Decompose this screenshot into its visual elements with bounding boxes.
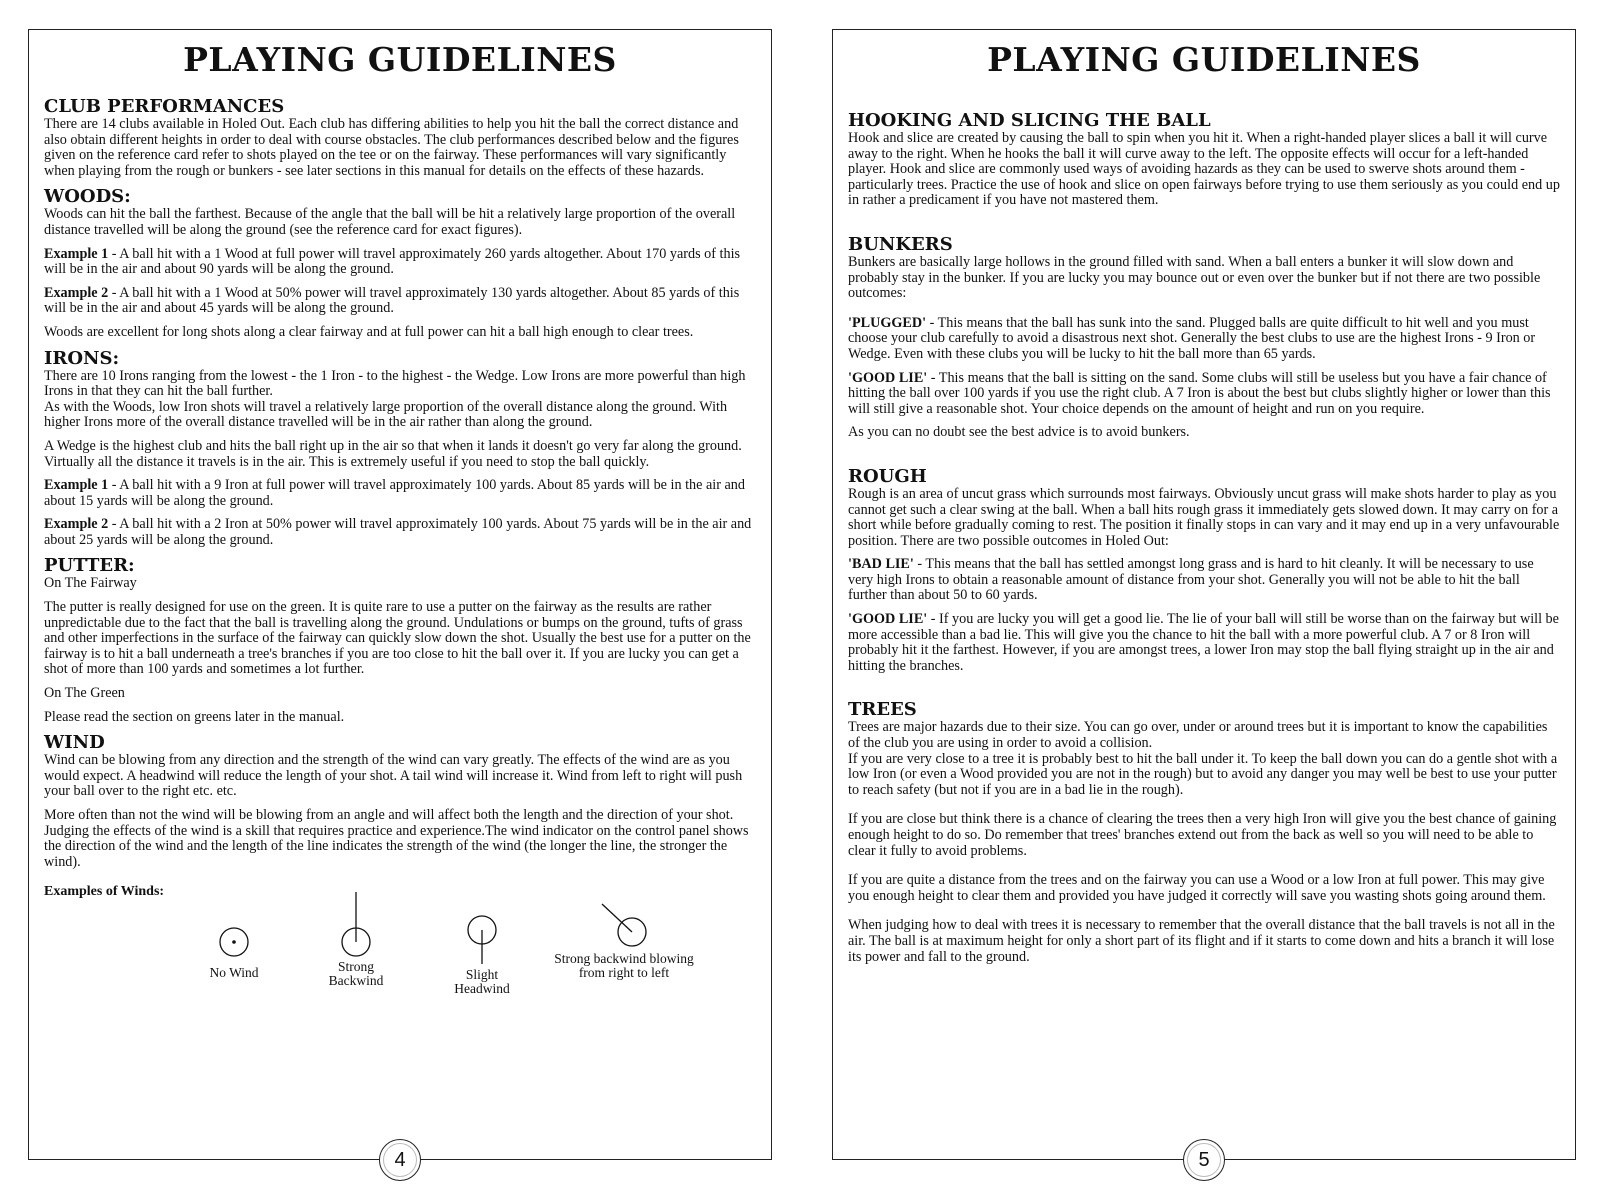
lie-label: 'PLUGGED'	[848, 314, 927, 331]
lie-text: - This means that the ball has sunk into the sand. Plugged balls are quite difficult to hit well and you must choose your club carefully to avoid a disastrous next shot. Generally the best clubs to use are the highest Irons - 9 Iron or Wedge. Even with these clubs you will be lucky to hit the ball more than 65 yards.	[848, 314, 1536, 362]
section-heading-putter: PUTTER:	[44, 555, 135, 577]
lie-text: - This means that the ball has settled amongst long grass and is hard to hit cleanly. It will be necessary to use very high Irons to obtain a reasonable amount of distance from your shot. Generally you will not be able to hit the ball further than about 50 to 60 yards.	[848, 556, 1534, 604]
example-paragraph	[44, 286, 756, 317]
paragraph: There are 14 clubs available in Holed Out. Each club has differing abilities to help you hit the ball the correct distance and also obtain different heights in order to deal with course obstacles. The club performances described below and the figures given on the reference card refer to shots played on the tee or on the fairway. These performances will vary significantly when playing from the rough or bunkers - see later sections in this manual for details on the effects of these hazards.	[44, 116, 739, 179]
example-text: - A ball hit with a 1 Wood at 50% power will travel approximately 130 yards altogether. About 85 yards of this will be in the air and about 45 yards will be along the ground.	[44, 284, 740, 317]
paragraph: As you can no doubt see the best advice is to avoid bunkers.	[848, 424, 1190, 441]
example-label: Example 1	[44, 245, 109, 262]
example-label: Example 1	[44, 477, 109, 494]
wind-label: from right to left	[578, 964, 670, 980]
section-heading-wind: WIND	[44, 732, 105, 754]
example-paragraph	[44, 517, 756, 548]
paragraph: Rough is an area of uncut grass which surrounds most fairways. Obviously uncut grass will make shots harder to play as you cannot get such a clear swing at the ball. When a ball hits rough grass it immediately gets slowed down. It may carry on for a short while before gradually coming to rest. The position it finally stops in can vary and it may end up in a very unfavourable position. There are two possible outcomes in Holed Out:	[848, 485, 1560, 549]
lie-paragraph	[848, 557, 1560, 604]
section-heading-rough: ROUGH	[848, 465, 927, 487]
page-content	[44, 97, 756, 1010]
paragraph: Please read the section on greens later in the manual.	[44, 708, 345, 725]
paragraph: If you are close but think there is a chance of clearing the trees then a very high Iron will give you the best chance of gaining enough height to do so. Do remember that trees' branches extend out from the back as well so you will need to be able to clear it fully to avoid problems.	[848, 811, 1557, 859]
lie-label: 'GOOD LIE'	[848, 369, 928, 386]
section-heading-hooking-slicing: HOOKING AND SLICING THE BALL	[848, 110, 1211, 131]
lie-paragraph	[848, 612, 1560, 674]
wind-examples	[44, 900, 756, 1010]
wind-example-slight-headwind	[437, 912, 527, 996]
wind-label: No Wind	[209, 964, 259, 980]
page-title: PLAYING GUIDELINES	[183, 40, 617, 79]
paragraph: Trees are major hazards due to their size. You can go over, under or around trees but it is important to know the capabilities of the club you are using in order to avoid a collision.	[848, 719, 1548, 752]
paragraph: Hook and slice are created by causing the ball to spin when you hit it. When a right-handed player slices a ball it will curve away to the right. When he hooks the ball it will curve away to the left. The opposite effects will occur for a left-handed player. Hook and slice are commonly used ways of avoiding hazards as they can be used to swerve shots around them - particularly trees. Practice the use of hook and slice on open fairways before trying to use them seriously as you could end up in rather a predicament if you have not mastered them.	[848, 130, 1560, 209]
lie-label: 'BAD LIE'	[848, 556, 914, 573]
page-content	[848, 101, 1560, 973]
lie-label: 'GOOD LIE'	[848, 611, 928, 628]
paragraph: Wind can be blowing from any direction and the strength of the wind can vary greatly. The effects of the wind are as you would expect. A headwind will reduce the length of your shot. A tail wind will increase it. Wind from left to right will push your ball over to the right etc. etc.	[44, 752, 743, 800]
paragraph: If you are very close to a tree it is probably best to hit the ball under it. To keep the ball down you can do a gentle shot with a low Iron (or even a Wood provided you are not in the rough) but to avoid any danger you may well be best to use your putter to reach safety (but not if you are in a bad lie in the rough).	[848, 750, 1558, 798]
subheading-on-the-green: On The Green	[44, 685, 125, 702]
paragraph: Bunkers are basically large hollows in the ground filled with sand. When a ball enters a bunker it will slow down and probably stay in the bunker. If you are lucky you may bounce out or even over the bunker but if not there are two possible outcomes:	[848, 253, 1541, 302]
strong-backwind-right-left-icon	[594, 902, 654, 952]
wind-label: Strong backwind blowing	[554, 950, 694, 966]
paragraph: The putter is really designed for use on the green. It is quite rare to use a putter on the fairway as the results are rather unpredictable due to the fact that the ball is travelling along the ground. Undulations or bumps on the ground, tufts of grass and other imperfections in the surface of the fairway can quickly slow down the shot. Usually the best use for a putter on the fairway is to hit a ball underneath a tree's branches if you are too close to hit the ball over it. If you are lucky you can get a shot of more than 100 yards and sometimes a lot further.	[44, 599, 751, 678]
lie-paragraph	[848, 316, 1560, 363]
slight-headwind-icon	[462, 912, 502, 968]
section-heading-woods: WOODS:	[44, 186, 131, 208]
example-text: - A ball hit with a 1 Wood at full power will travel approximately 260 yards altogether. About 170 yards of this will be in the air and about 90 yards will be along the ground.	[44, 245, 741, 278]
wind-label: Headwind	[454, 980, 510, 996]
example-label: Example 2	[44, 516, 109, 533]
strong-backwind-icon	[336, 890, 376, 960]
paragraph: When judging how to deal with trees it is necessary to remember that the overall distance that the ball travels is not all in the air. The ball is at maximum height for only a short part of its flight and if it starts to come down and hits a branch it will lose its power and fall to the ground.	[848, 917, 1555, 965]
section-heading-club-performances: CLUB PERFORMANCES	[44, 96, 285, 117]
paragraph: More often than not the wind will be blowing from an angle and will affect both the length and the direction of your shot. Judging the effects of the wind is a skill that requires practice and experience.The wind indicator on the control panel shows the direction of the wind and the length of the line indicates the strength of the wind (the longer the line, the stronger the wind).	[44, 807, 749, 870]
wind-label: Slight	[465, 966, 499, 982]
paragraph: Woods can hit the ball the farthest. Because of the angle that the ball will be hit a relatively large proportion of the overall distance travelled will be along the ground (see the reference card for exact figures).	[44, 206, 736, 238]
no-wind-icon	[216, 920, 252, 960]
example-paragraph	[44, 247, 756, 278]
lie-paragraph	[848, 371, 1560, 418]
wind-example-no-wind	[194, 920, 274, 980]
paragraph: As with the Woods, low Iron shots will travel a relatively large proportion of the overall distance along the ground. With higher Irons more of the overall distance travelled will be in the air rather than along the ground.	[44, 398, 728, 431]
page-title: PLAYING GUIDELINES	[987, 40, 1421, 79]
paragraph: Woods are excellent for long shots along a clear fairway and at full power can hit a ball high enough to clear trees.	[44, 323, 694, 340]
paragraph: A Wedge is the highest club and hits the ball right up in the air so that when it lands it doesn't go very far along the ground. Virtually all the distance it travels is in the air. This is extremely useful if you need to stop the ball quickly.	[44, 437, 742, 470]
example-paragraph	[44, 478, 756, 509]
wind-label: Backwind	[328, 972, 384, 988]
section-heading-bunkers: BUNKERS	[848, 233, 953, 255]
page-number: 5	[1183, 1139, 1225, 1181]
wind-examples-title: Examples of Winds:	[44, 884, 165, 900]
manual-page-left	[28, 29, 772, 1171]
wind-label: Strong	[337, 958, 374, 974]
section-heading-irons: IRONS:	[44, 347, 120, 369]
manual-page-right	[832, 29, 1576, 1171]
subheading-on-the-fairway: On The Fairway	[44, 575, 137, 592]
wind-example-strong-backwind-right-left	[539, 902, 709, 980]
example-text: - A ball hit with a 2 Iron at 50% power will travel approximately 100 yards. About 75 yards will be in the air and about 25 yards will be along the ground.	[44, 516, 752, 548]
paragraph: There are 10 Irons ranging from the lowest - the 1 Iron - to the highest - the Wedge. Low Irons are more powerful than high Irons in that they can hit the ball further.	[44, 367, 746, 400]
page-number: 4	[379, 1139, 421, 1181]
paragraph: If you are quite a distance from the trees and on the fairway you can use a Wood or a low Iron at full power. This may give you enough height to clear them and provided you have judged it correctly will save you wasting shots going around them.	[848, 872, 1546, 904]
section-heading-trees: TREES	[848, 699, 917, 721]
example-text: - A ball hit with a 9 Iron at full power will travel approximately 100 yards. About 85 yards will be in the air and about 15 yards will be along the ground.	[44, 477, 745, 509]
wind-example-strong-backwind	[316, 890, 396, 988]
lie-text: - If you are lucky you will get a good lie. The lie of your ball will still be worse than on the fairway but will be more accessible than a bad lie. This will give you the chance to hit the ball with a more powerful club. A 7 or 8 Iron will probably hit it the farthest. However, if you are amongst trees, a lower Iron may stop the ball flying straight up in the air and hitting the branches.	[848, 611, 1559, 674]
example-label: Example 2	[44, 284, 109, 301]
lie-text: - This means that the ball is sitting on the sand. Some clubs will still be useless but you have a fair chance of hitting the ball over 100 yards if you use the right club. A 7 Iron is about the best but clubs slightly higher or lower than this will still give a reasonable shot. Your choice depends on the amount of height and run on you require.	[848, 369, 1551, 417]
